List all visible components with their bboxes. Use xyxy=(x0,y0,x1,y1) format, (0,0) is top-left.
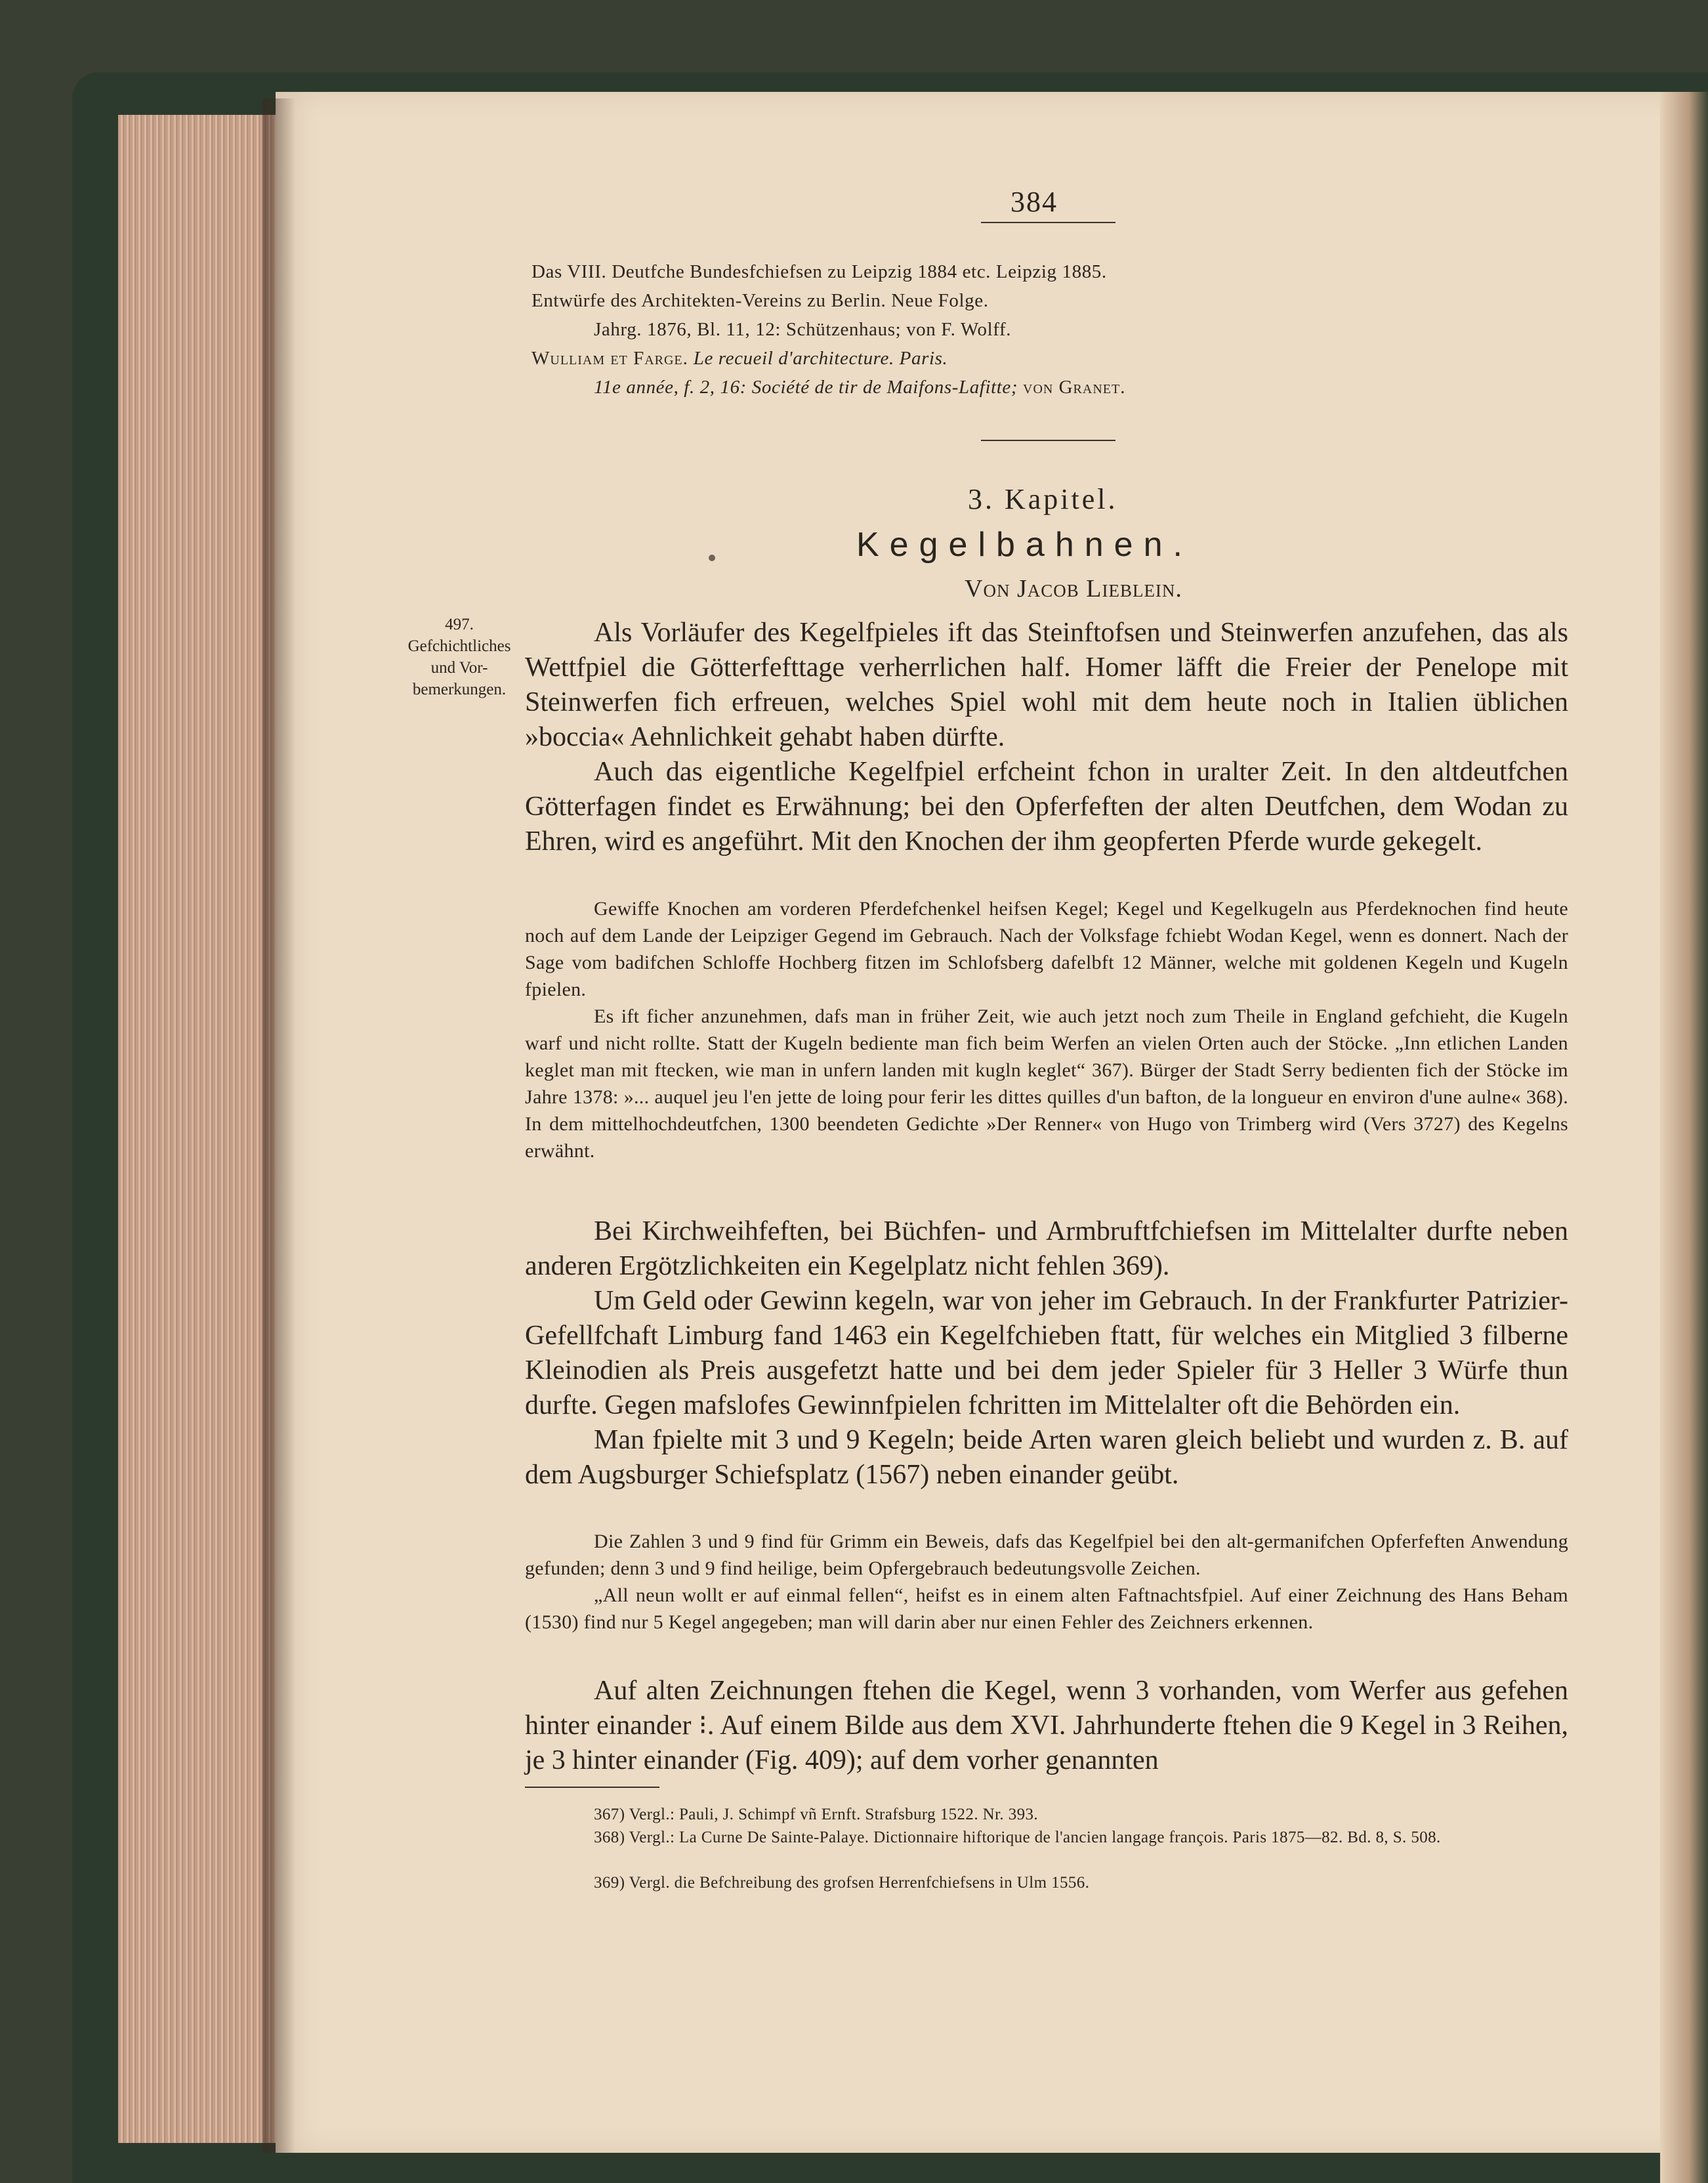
small-paragraph-4: „All neun wollt er auf einmal fellen“, heifst es in einem alten Faftnachtsfpiel. Auf einer Zeichnung des Hans Beham (1530) find nur 5 Kegel angegeben; man will darin aber nur einen Fehler des Zeichners erkennen. xyxy=(525,1584,1568,1633)
reference-title: Le recueil d'architecture. Paris. xyxy=(693,348,948,369)
footnote-rule xyxy=(525,1787,659,1788)
margin-note-line-2: und Vor- xyxy=(430,659,488,677)
reference-line-1: Das VIII. Deutfche Bundesfchiefsen zu Leipzig 1884 etc. Leipzig 1885. xyxy=(531,261,1107,282)
page-number-rule xyxy=(981,222,1115,223)
reference-author-2: von Granet. xyxy=(1023,377,1126,398)
body-block-3 xyxy=(525,1214,1568,1493)
paragraph-4: Um Geld oder Gewinn kegeln, war von jeher im Gebrauch. In der Frankfurter Patrizier-Gefellfchaft Limburg fand 1463 ein Kegelfchieben ftatt, für welches ein Mitglied 3 filberne Kleinodien als Preis ausgefetzt hatte und bei dem jeder Spieler für 3 Heller 3 Würfe thun durfte. Gegen mafslofes Gewinnfpielen fchritten im Mittelalter oft die Behörden ein. xyxy=(525,1286,1568,1420)
reference-author: Wulliam et Farge. xyxy=(531,348,688,369)
chapter-author: Von Jacob Lieblein. xyxy=(965,575,1182,603)
paragraph-2: Auch das eigentliche Kegelfpiel erfcheint fchon in uralter Zeit. In den altdeutfchen Götterfagen findet es Erwähnung; bei den Opferfeften der alten Deutfchen, dem Wodan zu Ehren, wird es angeführt. Mit den Knochen der ihm geopferten Pferde wurde gekegelt. xyxy=(525,757,1568,857)
small-paragraph-2: Es ift ficher anzunehmen, dafs man in früher Zeit, wie auch jetzt noch zum Theile in England gefchieht, die Kugeln warf und nicht rollte. Statt der Kugeln bediente man fich beim Werfen an vielen Orten auch der Stöcke. „Inn etlichen Landen keglet man mit ftecken, wie man in unfern landen mit kugln keglet“ 367). Bürger der Stadt Serry bedienten fich der Stöcke im Jahre 1378: »... auquel jeu l'en jette de loing pour ferir les dittes quilles d'un bafton, de la longueur en environ d'une aulne« 368). In dem mittelhochdeutfchen, 1300 beendeten Gedichte »Der Renner« von Hugo von Trimberg wird (Vers 3727) des Kegelns erwähnt. xyxy=(525,1006,1568,1162)
ink-speck xyxy=(709,555,715,561)
small-paragraph-1: Gewiffe Knochen am vorderen Pferdefchenkel heifsen Kegel; Kegel und Kegelkugeln aus Pferdeknochen find heute noch auf dem Lande der Leipziger Gegend im Gebrauch. Nach der Volksfage fchiebt Wodan Kegel, wenn es donnert. Nach der Sage vom badifchen Schloffe Hochberg fitzen im Schlofsberg dafelbft 12 Männer, welche mit goldenen Kegeln und Kugeln fpielen. xyxy=(525,898,1568,1000)
margin-note-number: 497. xyxy=(445,616,474,633)
chapter-label: 3. Kapitel. xyxy=(968,483,1118,515)
margin-note-line-3: bemerkungen. xyxy=(412,681,507,698)
reference-line-2: Entwürfe des Architekten-Vereins zu Berlin. Neue Folge. xyxy=(531,290,989,311)
chapter-title: Kegelbahnen. xyxy=(856,526,1193,564)
section-rule xyxy=(981,440,1115,441)
footnote-368: 368) Vergl.: La Curne De Sainte-Palaye. Dictionnaire hiftorique de l'ancien langage françois. Paris 1875—82. Bd. 8, S. 508. xyxy=(594,1829,1441,1846)
footnote-367: 367) Vergl.: Pauli, J. Schimpf vñ Ernft. Strafsburg 1522. Nr. 393. xyxy=(594,1806,1039,1823)
page-number: 384 xyxy=(1010,186,1058,218)
reference-line-5 xyxy=(594,377,1125,398)
small-paragraph-3: Die Zahlen 3 und 9 find für Grimm ein Beweis, dafs das Kegelfpiel bei den alt-germanifchen Opferfeften Anwendung gefunden; denn 3 und 9 find heilige, beim Opfergebrauch bedeutungsvolle Zeichen. xyxy=(525,1531,1568,1579)
paragraph-5: Man fpielte mit 3 und 9 Kegeln; beide Arten waren gleich beliebt und wurden z. B. auf dem Augsburger Schiefsplatz (1567) neben einander geübt. xyxy=(525,1425,1568,1490)
gutter-shadow xyxy=(262,98,295,2153)
body-block-5 xyxy=(525,1674,1568,1778)
reference-line-4 xyxy=(531,348,948,370)
footnote-369: 369) Vergl. die Befchreibung des grofsen Herrenfchiefsens in Ulm 1556. xyxy=(594,1874,1090,1892)
body-block-1 xyxy=(525,616,1568,859)
reference-line-3: Jahrg. 1876, Bl. 11, 12: Schützenhaus; von F. Wolff. xyxy=(594,319,1012,340)
margin-note xyxy=(397,614,522,700)
body-block-2 xyxy=(525,895,1568,1164)
reference-detail: 11e année, f. 2, 16: Société de tir de Maifons-Lafitte; xyxy=(594,377,1018,398)
body-block-4 xyxy=(525,1528,1568,1636)
paragraph-1: Als Vorläufer des Kegelfpieles ift das Steinftofsen und Steinwerfen anzufehen, das als Wettfpiel die Götterfefttage verherrlichen half. Homer läfft die Freier der Penelope mit Steinwerfen fich erfreuen, welches Spiel wohl mit dem heute noch in Italien üblichen »boccia« Aehnlichkeit gehabt haben dürfte. xyxy=(525,618,1568,752)
paragraph-3: Bei Kirchweihfeften, bei Büchfen- und Armbruftfchiefsen im Mittelalter durfte neben anderen Ergötzlichkeiten ein Kegelplatz nicht fehlen 369). xyxy=(525,1216,1568,1281)
margin-note-line-1: Gefchichtliches xyxy=(407,637,511,655)
page-right-edge xyxy=(1660,92,1708,2183)
paragraph-6: Auf alten Zeichnungen ftehen die Kegel, wenn 3 vorhanden, vom Werfer aus gefehen hinter einander ⁝. Auf einem Bilde aus dem XVI. Jahrhunderte ftehen die 9 Kegel in 3 Reihen, je 3 hinter einander (Fig. 409); auf dem vorher genannten xyxy=(525,1676,1568,1775)
